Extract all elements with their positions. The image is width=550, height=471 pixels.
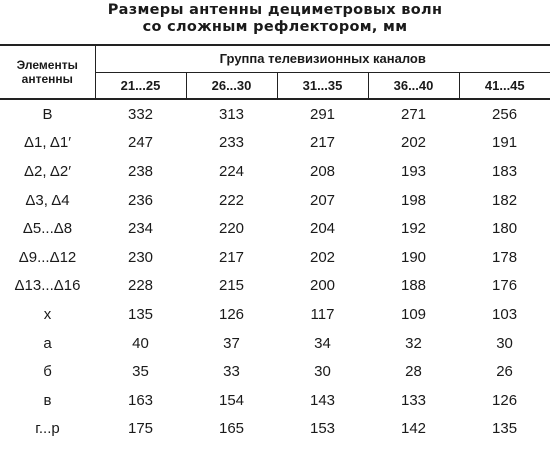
table-cell: 193 bbox=[400, 162, 427, 180]
table-cell: 28 bbox=[405, 363, 422, 381]
table-cell: 256 bbox=[492, 105, 518, 123]
table-cell: 224 bbox=[218, 162, 245, 180]
column-header: 36...40 bbox=[368, 72, 459, 99]
row-label: г...р bbox=[35, 420, 60, 438]
table-cell: 32 bbox=[405, 334, 422, 352]
table-cell: 175 bbox=[127, 420, 154, 438]
table-cell: 30 bbox=[496, 334, 513, 352]
row-label: Δ13...Δ16 bbox=[14, 277, 81, 295]
row-label: Δ5...Δ8 bbox=[22, 220, 73, 238]
table-cell: 220 bbox=[218, 220, 245, 238]
row-label: б bbox=[43, 363, 52, 381]
table-cell: 135 bbox=[127, 305, 154, 323]
table-cell: 207 bbox=[309, 191, 336, 209]
table-cell: 117 bbox=[310, 305, 335, 323]
table-cell: 313 bbox=[218, 105, 245, 123]
row-label: x bbox=[43, 305, 52, 323]
table-cell: 230 bbox=[127, 248, 154, 266]
table-title-line-2: со сложным рефлектором, мм bbox=[142, 19, 408, 35]
table-cell: 142 bbox=[400, 420, 427, 438]
table-cell: 165 bbox=[218, 420, 245, 438]
table-cell: 180 bbox=[492, 220, 518, 238]
table-cell: 238 bbox=[127, 162, 154, 180]
table-cell: 176 bbox=[492, 277, 518, 295]
column-header: 31...35 bbox=[277, 72, 368, 99]
row-label: а bbox=[43, 334, 52, 352]
table-cell: 291 bbox=[309, 105, 336, 123]
header-row-group bbox=[0, 45, 550, 72]
column-header: 41...45 bbox=[459, 72, 550, 99]
table-title-line-1: Размеры антенны дециметровых волн bbox=[107, 2, 443, 18]
table-cell: 192 bbox=[400, 220, 427, 238]
table-row bbox=[0, 357, 550, 386]
table-row bbox=[0, 186, 550, 215]
table-cell: 35 bbox=[132, 363, 149, 381]
table-cell: 215 bbox=[218, 277, 245, 295]
antenna-dimensions-table bbox=[0, 44, 550, 443]
table-row bbox=[0, 300, 550, 329]
table-cell: 153 bbox=[309, 420, 336, 438]
table-cell: 135 bbox=[492, 420, 518, 438]
table-cell: 182 bbox=[492, 191, 518, 209]
table-row bbox=[0, 157, 550, 186]
table-cell: 247 bbox=[127, 134, 154, 152]
table-cell: 143 bbox=[309, 391, 336, 409]
column-header: 26...30 bbox=[186, 72, 277, 99]
table-cell: 204 bbox=[309, 220, 336, 238]
table-cell: 222 bbox=[218, 191, 245, 209]
table-cell: 109 bbox=[400, 305, 427, 323]
table-cell: 33 bbox=[223, 363, 240, 381]
table-cell: 133 bbox=[400, 391, 427, 409]
table-cell: 191 bbox=[492, 134, 518, 152]
row-label: Δ9...Δ12 bbox=[18, 248, 77, 266]
table-cell: 202 bbox=[400, 134, 427, 152]
table-cell: 154 bbox=[218, 391, 245, 409]
table-cell: 208 bbox=[309, 162, 336, 180]
table-cell: 217 bbox=[309, 134, 336, 152]
table-cell: 37 bbox=[223, 334, 240, 352]
table-cell: 26 bbox=[496, 363, 513, 381]
table-cell: 103 bbox=[492, 305, 518, 323]
row-label: Δ2, Δ2′ bbox=[23, 162, 72, 180]
table-cell: 126 bbox=[492, 391, 518, 409]
table-row bbox=[0, 99, 550, 129]
corner-header: Элементы антенны bbox=[0, 45, 95, 99]
table-cell: 30 bbox=[314, 363, 331, 381]
table-row bbox=[0, 214, 550, 243]
table-cell: 217 bbox=[218, 248, 245, 266]
table-cell: 163 bbox=[127, 391, 154, 409]
table-row bbox=[0, 243, 550, 272]
table-row bbox=[0, 272, 550, 301]
row-label: Δ3, Δ4 bbox=[25, 191, 70, 209]
row-label: Δ1, Δ1′ bbox=[23, 134, 72, 152]
table-body bbox=[0, 99, 550, 443]
row-label: в bbox=[43, 391, 52, 409]
table-cell: 178 bbox=[492, 248, 518, 266]
table-cell: 183 bbox=[492, 162, 518, 180]
table-row bbox=[0, 386, 550, 415]
table-cell: 202 bbox=[309, 248, 336, 266]
table-cell: 188 bbox=[400, 277, 427, 295]
table-cell: 236 bbox=[127, 191, 154, 209]
table-cell: 234 bbox=[127, 220, 154, 238]
table-cell: 228 bbox=[127, 277, 154, 295]
group-header: Группа телевизионных каналов bbox=[95, 45, 550, 72]
table-cell: 126 bbox=[218, 305, 245, 323]
table-cell: 190 bbox=[400, 248, 427, 266]
table-cell: 40 bbox=[132, 334, 149, 352]
table-row bbox=[0, 415, 550, 444]
table-cell: 200 bbox=[309, 277, 336, 295]
row-label: B bbox=[42, 105, 53, 123]
table-cell: 332 bbox=[127, 105, 154, 123]
table-cell: 271 bbox=[400, 105, 427, 123]
table-cell: 198 bbox=[400, 191, 427, 209]
table-row bbox=[0, 329, 550, 358]
table-row bbox=[0, 129, 550, 158]
table-cell: 34 bbox=[314, 334, 331, 352]
table-cell: 233 bbox=[218, 134, 245, 152]
column-header: 21...25 bbox=[95, 72, 186, 99]
